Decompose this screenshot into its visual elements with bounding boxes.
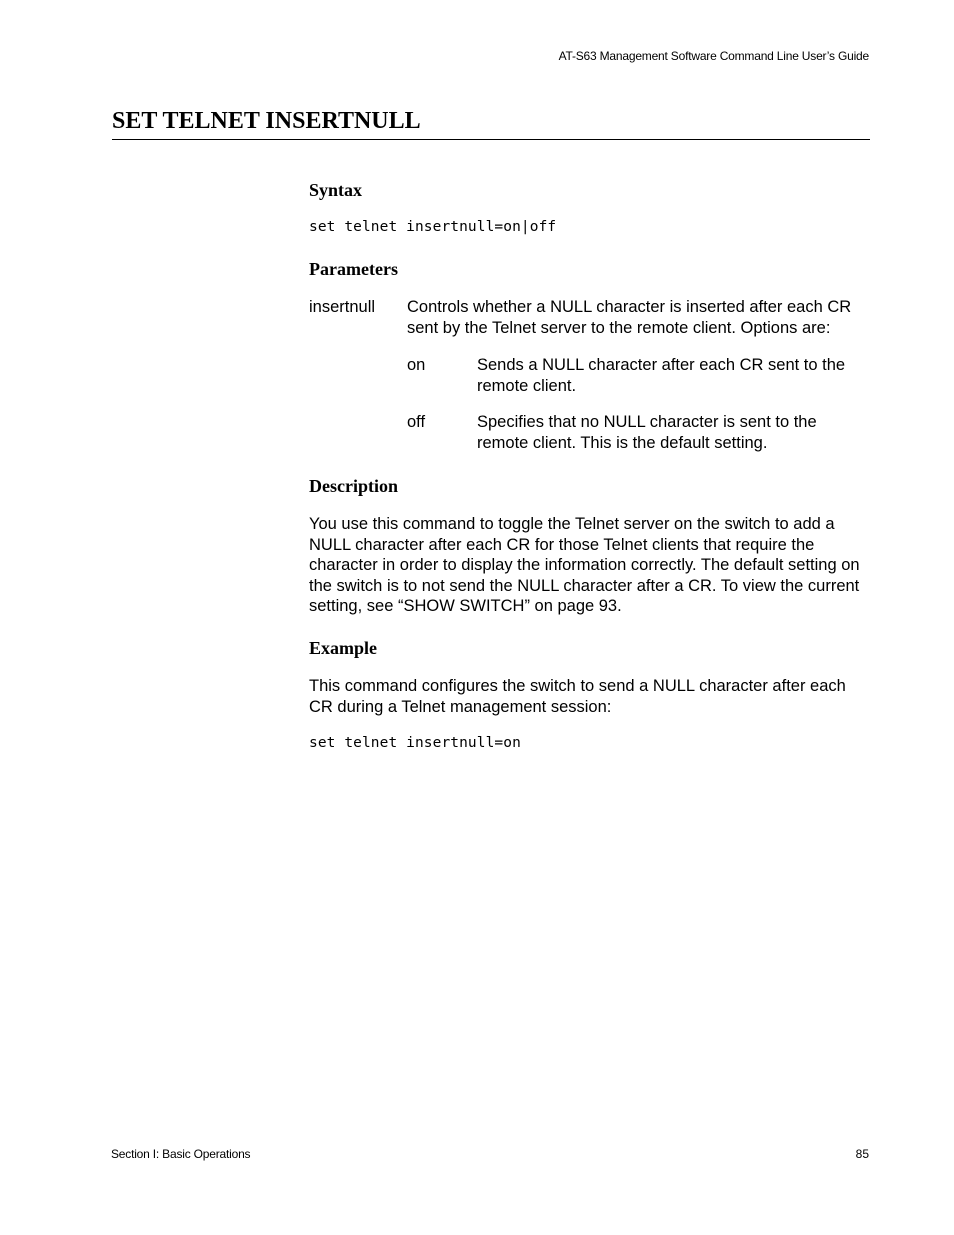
option-name-on: on (407, 356, 426, 374)
example-heading: Example (309, 638, 378, 658)
description-heading: Description (309, 476, 398, 496)
page-title: SET TELNET INSERTNULL (112, 108, 421, 134)
running-header: AT-S63 Management Software Command Line User’s Guide (558, 49, 869, 63)
title-rule (112, 139, 870, 140)
option-name-off: off (407, 413, 426, 431)
footer-section: Section I: Basic Operations (111, 1147, 251, 1161)
syntax-command: set telnet insertnull=on|off (309, 219, 557, 235)
example-command: set telnet insertnull=on (309, 735, 521, 751)
option-description-on: Sends a NULL character after each CR sent to the remote client. (477, 356, 846, 395)
parameter-name: insertnull (309, 298, 376, 316)
syntax-heading: Syntax (309, 180, 363, 200)
parameters-heading: Parameters (309, 259, 398, 279)
parameter-description: Controls whether a NULL character is inserted after each CR sent by the Telnet server to the remote client. Options are: (407, 298, 852, 337)
option-description-off: Specifies that no NULL character is sent to the remote client. This is the default setting. (477, 413, 817, 452)
example-text: This command configures the switch to send a NULL character after each CR during a Telnet management session: (309, 677, 846, 716)
page-number: 85 (855, 1147, 869, 1161)
description-text: You use this command to toggle the Telnet server on the switch to add a NULL character after each CR for those Telnet clients that require the character in order to display the information correctly. The default setting on the switch is to not send the NULL character after a CR. To view the current setting, see “SHOW SWITCH” on page 93. (309, 515, 860, 615)
